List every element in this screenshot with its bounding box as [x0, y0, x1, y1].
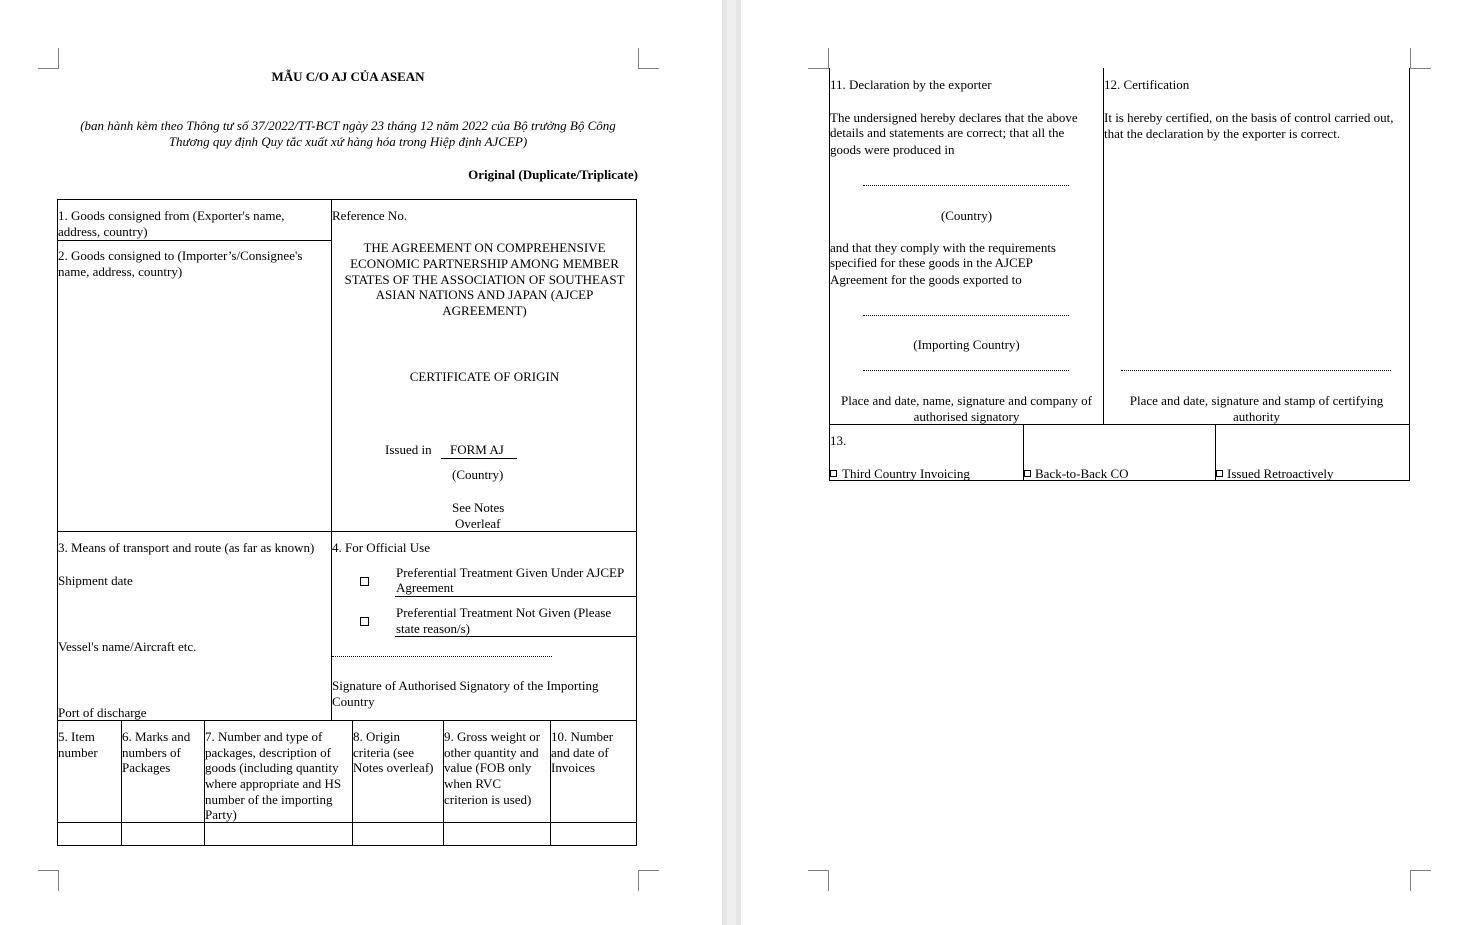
col7-header: where appropriate and HS [205, 776, 342, 791]
col8-header: criteria (see [353, 745, 414, 760]
col6-header: Packages [122, 760, 171, 775]
form-name-underline [441, 458, 517, 459]
third-country-label: Third Country Invoicing [842, 466, 970, 481]
port-of-discharge-label: Port of discharge [58, 705, 147, 720]
declaration-text: details and statements are correct; that all the [830, 125, 1065, 140]
shipment-date-label: Shipment date [58, 573, 133, 588]
back-to-back-checkbox[interactable] [1024, 470, 1031, 477]
box2-label: name, address, country) [58, 264, 183, 279]
importing-signature-label: Country [332, 694, 375, 709]
comply-text: and that they comply with the requirements [830, 240, 1056, 255]
subtitle-line: Thương quy định Quy tắc xuất xứ hàng hóa trong Hiệp định AJCEP) [168, 134, 528, 149]
issued-in-label: Issued in [385, 442, 432, 457]
declaration-text: goods were produced in [830, 142, 955, 157]
page-gutter [722, 0, 741, 925]
col10-header: Invoices [551, 760, 596, 775]
col10-header: and date of [551, 745, 609, 760]
box11-label: 11. Declaration by the exporter [830, 77, 992, 92]
dotted-line [863, 315, 1069, 316]
col7-header: goods (including quantity [205, 760, 339, 775]
col9-header: when RVC [444, 776, 502, 791]
table-divider [1409, 68, 1410, 481]
pref-not-given-label: Preferential Treatment Not Given (Please [396, 605, 612, 620]
dotted-signature-line [332, 656, 552, 657]
col6-header: 6. Marks and [122, 729, 191, 744]
pref-given-checkbox[interactable] [360, 577, 369, 586]
back-to-back-label: Back-to-Back CO [1035, 466, 1129, 481]
exporter-signature-label: Place and date, name, signature and company of [841, 393, 1092, 408]
col8-header: Notes overleaf) [353, 760, 434, 775]
box1-label: 1. Goods consigned from (Exporter's name, [58, 208, 285, 223]
vessel-name-label: Vessel's name/Aircraft etc. [58, 639, 197, 654]
exporter-signature-label: authorised signatory [913, 409, 1020, 424]
agreement-text: AGREEMENT) [442, 303, 527, 318]
crop-mark [1410, 870, 1431, 891]
dotted-line [863, 370, 1069, 371]
dotted-line [863, 185, 1069, 186]
crop-mark [1410, 48, 1431, 69]
table-divider [57, 240, 331, 241]
declaration-text: The undersigned hereby declares that the above [830, 110, 1078, 125]
third-country-checkbox[interactable] [830, 470, 837, 477]
see-notes-label: See Notes [452, 500, 505, 515]
crop-mark [808, 870, 829, 891]
col6-header: numbers of [122, 745, 181, 760]
col9-header: 9. Gross weight or [444, 729, 541, 744]
certification-text: It is hereby certified, on the basis of control carried out, [1104, 110, 1394, 125]
col9-header: value (FOB only [444, 760, 532, 775]
retroactive-label: Issued Retroactively [1227, 466, 1334, 481]
box2-label: 2. Goods consigned to (Importer’s/Consignee's [58, 248, 303, 263]
comply-text: Agreement for the goods exported to [830, 272, 1022, 287]
box1-label: address, country) [58, 224, 148, 239]
form-name: FORM AJ [450, 442, 504, 457]
agreement-text: ECONOMIC PARTNERSHIP AMONG MEMBER [350, 256, 619, 271]
pref-given-label: Preferential Treatment Given Under AJCEP [396, 565, 625, 580]
authority-signature-label: authority [1233, 409, 1280, 424]
agreement-text: THE AGREEMENT ON COMPREHENSIVE [363, 240, 606, 255]
crop-mark [38, 870, 59, 891]
country-label: (Country) [452, 467, 504, 482]
authority-signature-label: Place and date, signature and stamp of certifying [1129, 393, 1384, 408]
table-divider [57, 531, 637, 532]
certification-text: that the declaration by the exporter is correct. [1104, 126, 1341, 141]
crop-mark [38, 48, 59, 69]
comply-text: specified for these goods in the AJCEP [830, 255, 1033, 270]
box3-label: 3. Means of transport and route (as far as known) [58, 540, 315, 555]
col9-header: other quantity and [444, 745, 539, 760]
original-label: Original (Duplicate/Triplicate) [468, 167, 638, 182]
importing-signature-label: Signature of Authorised Signatory of the Importing [332, 678, 599, 693]
document-page-1 [0, 0, 722, 925]
col8-header: 8. Origin [353, 729, 400, 744]
dotted-line [1121, 370, 1391, 371]
pref-given-label: Agreement [396, 580, 454, 595]
col7-header: Party) [205, 807, 237, 822]
agreement-text: STATES OF THE ASSOCIATION OF SOUTHEAST [344, 272, 625, 287]
crop-mark [638, 48, 659, 69]
crop-mark [808, 48, 829, 69]
col7-header: 7. Number and type of [205, 729, 323, 744]
box13-label: 13. [830, 433, 847, 448]
see-notes-label: Overleaf [455, 516, 501, 531]
col9-header: criterion is used) [444, 792, 532, 807]
col7-header: number of the importing [205, 792, 333, 807]
reference-no-label: Reference No. [332, 208, 408, 223]
col5-header: 5. Item [58, 729, 95, 744]
form-title: MẪU C/O AJ CỦA ASEAN [271, 69, 425, 84]
crop-mark [638, 870, 659, 891]
document-page-2 [741, 0, 1470, 925]
pref-not-given-label: state reason/s) [396, 621, 471, 636]
box4-label: 4. For Official Use [332, 540, 430, 555]
col10-header: 10. Number [551, 729, 614, 744]
pref-not-given-checkbox[interactable] [360, 617, 369, 626]
country-label: (Country) [940, 208, 993, 223]
col7-header: packages, description of [205, 745, 331, 760]
retroactive-checkbox[interactable] [1216, 470, 1223, 477]
box12-label: 12. Certification [1104, 77, 1190, 92]
col5-header: number [58, 745, 98, 760]
importing-country-label: (Importing Country) [913, 337, 1020, 352]
certificate-title: CERTIFICATE OF ORIGIN [409, 369, 560, 384]
agreement-text: ASIAN NATIONS AND JAPAN (AJCEP [375, 287, 594, 302]
subtitle-line: (ban hành kèm theo Thông tư số 37/2022/TT-BCT ngày 23 tháng 12 năm 2022 của Bộ trưởng Bộ Công [80, 118, 616, 133]
option-underline [395, 596, 637, 597]
